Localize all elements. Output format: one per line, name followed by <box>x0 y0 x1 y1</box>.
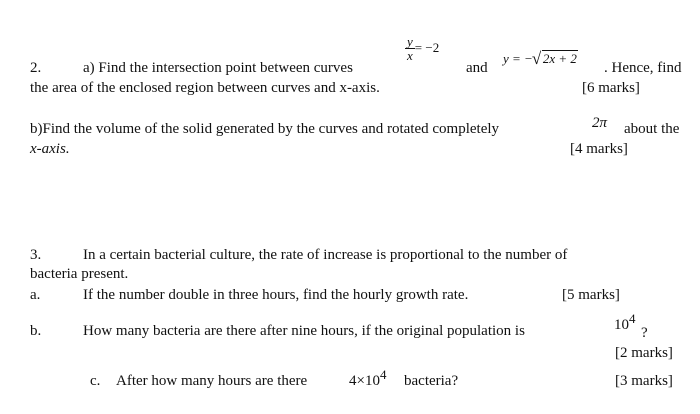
q3-c-text-2: bacteria? <box>404 373 459 389</box>
q2-about-text: about the <box>624 121 680 137</box>
q3-intro: In a certain bacterial culture, the rate of increase is proportional to the number of <box>83 247 568 263</box>
q3-marks-a: [5 marks] <box>562 287 620 303</box>
q2-marks-b: [4 marks] <box>570 141 628 157</box>
equation-rhs: = −2 <box>414 39 440 55</box>
q2-equation-1 <box>405 35 439 62</box>
power-exponent: 4 <box>379 367 387 382</box>
q3-marks-b: [2 marks] <box>615 345 673 361</box>
q2-equation-2 <box>503 52 578 67</box>
q2-two-pi: 2π <box>592 115 608 131</box>
power-exponent: 4 <box>629 311 636 326</box>
power-base: 10 <box>614 317 629 333</box>
q3-marks-c: [3 marks] <box>615 373 673 389</box>
fraction-numerator: y <box>407 34 413 49</box>
q3-number: 3. <box>30 247 42 263</box>
q3-b-label: b. <box>30 323 42 339</box>
q3-c-label: c. <box>90 373 101 389</box>
fraction-y-over-x <box>405 35 415 62</box>
q3-a-text: If the number double in three hours, find the hourly growth rate. <box>83 287 469 303</box>
equation-2-lhs: y = − <box>503 51 533 66</box>
q3-c-power <box>349 368 386 390</box>
sqrt-radicand: 2x + 2 <box>542 51 577 66</box>
q2-part-a-text: a) Find the intersection point between curves <box>83 60 353 76</box>
sqrt-symbol <box>533 52 578 67</box>
q2-b-line-2: x-axis. <box>30 141 70 157</box>
q2-number: 2. <box>30 60 42 76</box>
q3-b-text: How many bacteria are there after nine hours, if the original population is <box>83 323 525 339</box>
q3-c-text-1: After how many hours are there <box>116 373 308 389</box>
fraction-denominator: x <box>407 48 413 63</box>
q3-intro-line-2: bacteria present. <box>30 266 129 282</box>
q3-a-label: a. <box>30 287 41 303</box>
q2-marks-a: [6 marks] <box>582 80 640 96</box>
q3-b-power <box>614 312 636 334</box>
q2-part-b-text: b)Find the volume of the solid generated by the curves and rotated completely <box>30 121 500 137</box>
q2-line-2: the area of the enclosed region between curves and x-axis. <box>30 80 380 96</box>
q3-b-question-mark: ? <box>641 325 648 341</box>
q2-and-text: and <box>466 60 488 76</box>
power-coefficient: 4×10 <box>349 373 380 389</box>
q2-hence-text: . Hence, find <box>604 60 682 76</box>
